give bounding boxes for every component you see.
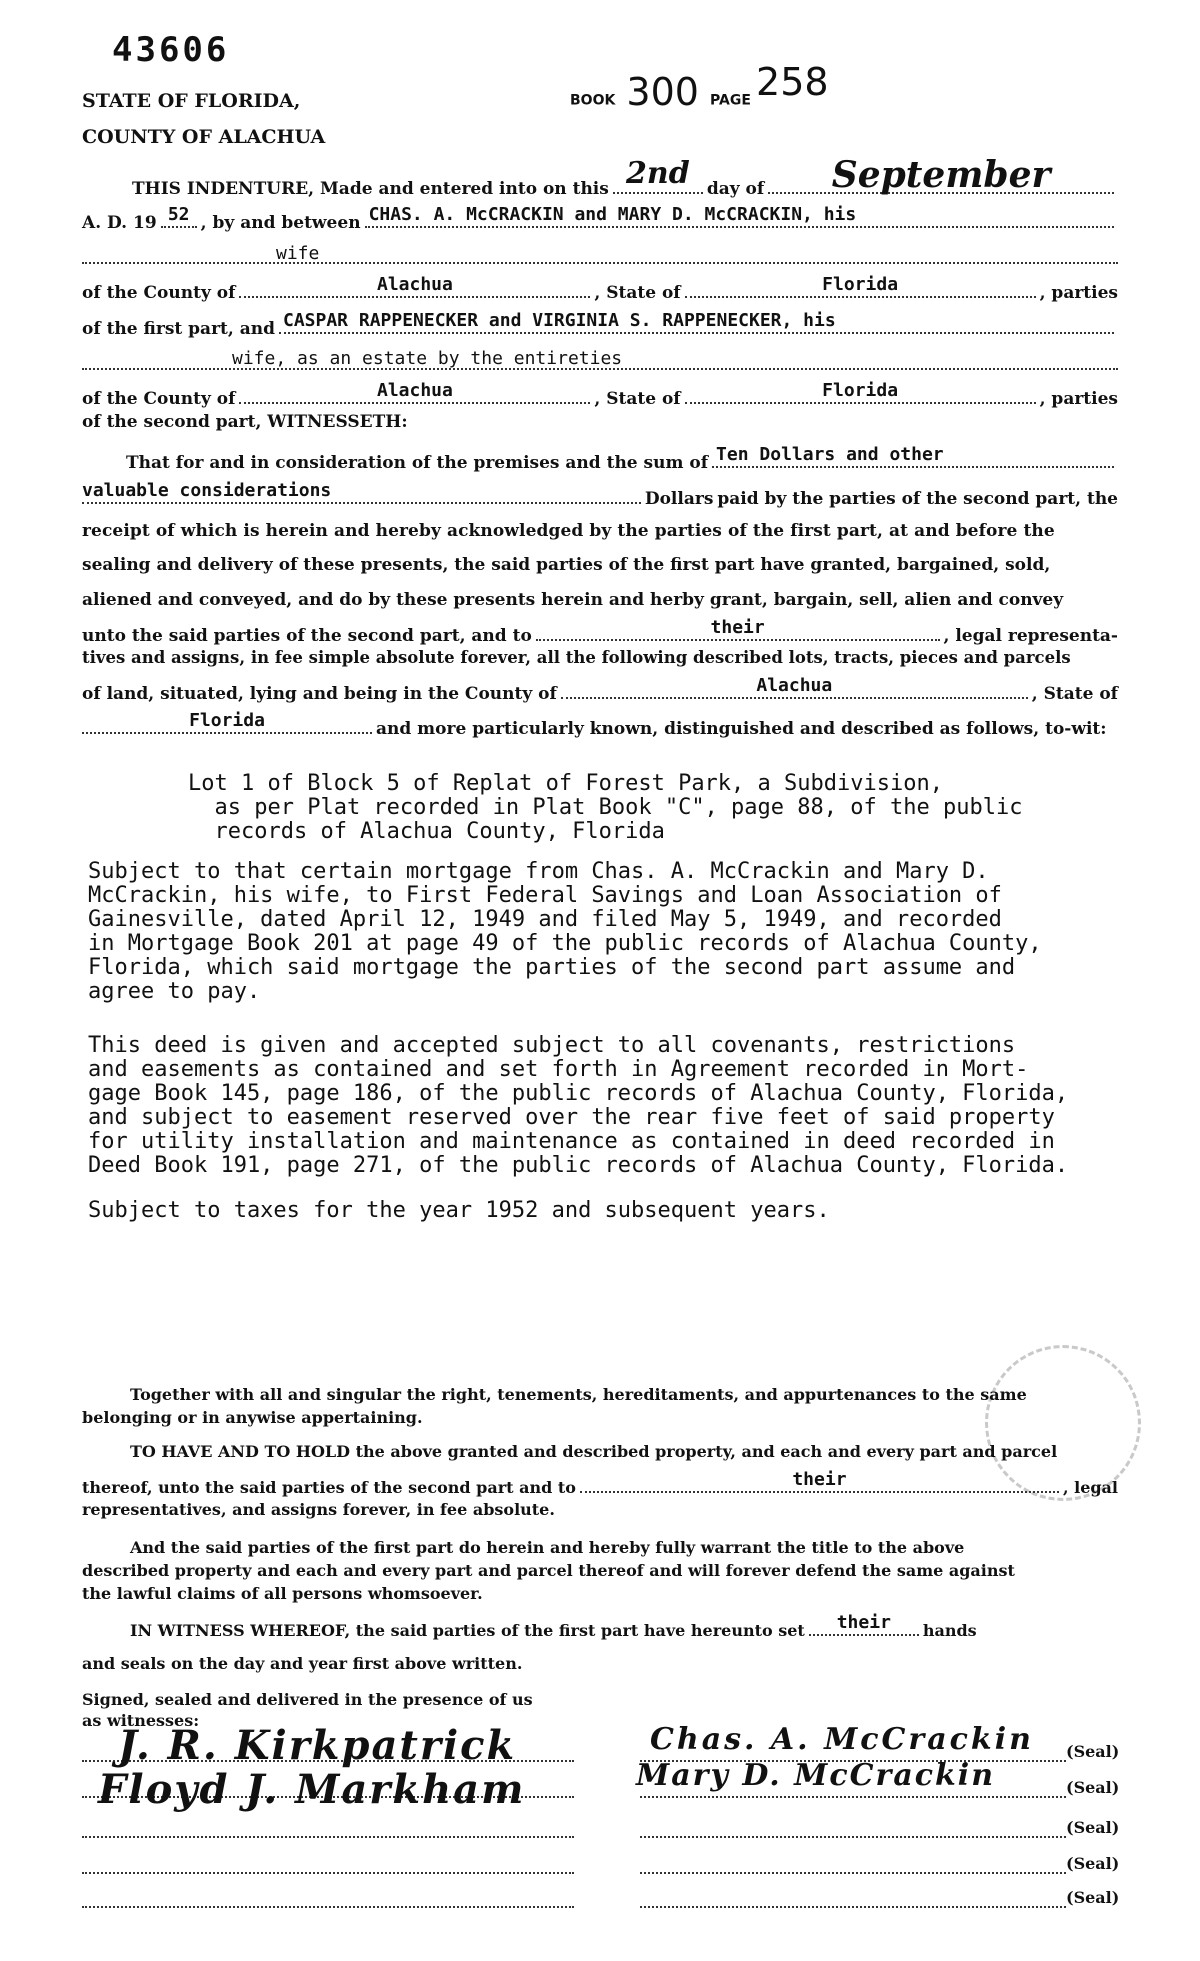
consideration-line-4: sealing and delivery of these presents, the said parties of the first part have granted, bargained, sold,: [82, 555, 1051, 575]
habendum-p1-l2: belonging or in anywise appertaining.: [82, 1408, 423, 1427]
parties-label-1: , parties: [1039, 283, 1118, 303]
habendum-p5-l2: as witnesses:: [82, 1711, 200, 1730]
county-label-1: of the County of: [82, 283, 236, 303]
grantor-signature-2: Mary D. McCrackin: [636, 1758, 996, 1793]
county-value-2: Alachua: [376, 380, 453, 401]
consideration-line-7: tives and assigns, in fee simple absolute forever, all the following described lots, tracts, pieces and parcels: [82, 648, 1071, 667]
parties-label-2: , parties: [1039, 389, 1118, 409]
their-value-3: their: [836, 1612, 891, 1633]
document-number: 43606: [112, 30, 230, 70]
taxes-paragraph: Subject to taxes for the year 1952 and subsequent years.: [88, 1198, 830, 1223]
habendum-p2-l1: TO HAVE AND TO HOLD the above granted and described property, and each and every part and parcel: [130, 1442, 1058, 1461]
ad-label: A. D. 19: [82, 213, 157, 233]
seal-label-5: (Seal): [1066, 1888, 1120, 1907]
grantor-county-line: [82, 274, 1118, 303]
day-of-label: day of: [706, 179, 765, 199]
covenants-paragraph: This deed is given and accepted subject to all covenants, restrictions and easements as contained and set forth in Agreement recorded in Mort- gage Book 145, page 186, of the public records of Alachua County, Florida, and subject to easement reserved over the rear five feet of said property for utility installation and maintenance as contained in deed recorded in Deed Book 191, page 271, of the public records of Alachua County, Florida.: [88, 1033, 1069, 1178]
habendum-p2-l3: representatives, and assigns forever, in fee absolute.: [82, 1500, 555, 1519]
page-number: 258: [756, 60, 829, 104]
witnesseth-line: of the second part, WITNESSETH:: [82, 412, 408, 432]
consideration-sum-cont: valuable considerations: [82, 480, 332, 501]
book-label: BOOK: [570, 92, 616, 109]
seal-label-4: (Seal): [1066, 1854, 1120, 1873]
state-value-3: Florida: [189, 710, 265, 731]
grantor-signature-1: Chas. A. McCrackin: [650, 1722, 1034, 1757]
legal-representatives-label: , legal representa-: [943, 626, 1118, 646]
consideration-intro: That for and in consideration of the premises and the sum of: [126, 453, 709, 473]
habendum-p3-l3: the lawful claims of all persons whomsoever.: [82, 1584, 483, 1603]
year-value: 52: [167, 204, 190, 225]
county-label-2: of the County of: [82, 389, 236, 409]
consideration-line-6: [82, 617, 1118, 646]
consideration-line-1: [82, 444, 1118, 473]
state-label-1: , State of: [594, 283, 681, 303]
consideration-line-8-text: of land, situated, lying and being in the County of: [82, 684, 557, 704]
legal-label: , legal: [1062, 1478, 1118, 1497]
witness-signature-1: J. R. Kirkpatrick: [118, 1722, 517, 1769]
state-label-3: , State of: [1031, 684, 1118, 704]
their-value-1: their: [710, 617, 765, 638]
grantors-value: CHAS. A. McCRACKIN and MARY D. McCRACKIN, his: [368, 204, 857, 225]
indenture-line-1: [82, 154, 1118, 199]
state-value-2: Florida: [822, 380, 899, 401]
seal-label-3: (Seal): [1066, 1818, 1120, 1837]
book-number: 300: [626, 70, 699, 114]
consideration-line-5: aliened and conveyed, and do by these presents herein and herby grant, bargain, sell, alien and convey: [82, 590, 1064, 610]
page-label: PAGE: [710, 92, 751, 109]
day-value: 2nd: [626, 156, 690, 191]
consideration-line-3: receipt of which is herein and hereby acknowledged by the parties of the first part, at and before the: [82, 521, 1055, 541]
state-heading: STATE OF FLORIDA,: [82, 90, 301, 112]
mortgage-paragraph: Subject to that certain mortgage from Chas. A. McCrackin and Mary D. McCrackin, his wife, to First Federal Savings and Loan Association of Gainesville, dated April 12, 1949 and filed May 5, 1949, and recorded in Mortgage Book 201 at page 49 of the public records of Alachua County, Florida, which said mortgage the parties of the second part assume and agree to pay.: [88, 859, 1042, 1004]
grantees-value: CASPAR RAPPENECKER and VIRGINIA S. RAPPENECKER, his: [283, 310, 836, 331]
consideration-sum: Ten Dollars and other: [716, 444, 944, 465]
consideration-line-8: [82, 675, 1118, 704]
lot-description: Lot 1 of Block 5 of Replat of Forest Park, a Subdivision, as per Plat recorded in Plat Book "C", page 88, of the public records of Alachua County, Florida: [188, 771, 1023, 844]
first-part-label: of the first part, and: [82, 319, 275, 339]
state-value-1: Florida: [822, 274, 899, 295]
hands-label: hands: [922, 1621, 977, 1640]
county-value-3: Alachua: [756, 675, 833, 696]
grantee-county-line: [82, 380, 1118, 409]
witness-whereof-text: IN WITNESS WHEREOF, the said parties of the first part have hereunto set: [130, 1621, 805, 1640]
witness-signature-2: Floyd J. Markham: [98, 1766, 526, 1813]
grantees-continued: wife, as an estate by the entireties: [232, 348, 623, 369]
month-value: September: [831, 154, 1051, 196]
habendum-p5-l1: Signed, sealed and delivered in the presence of us: [82, 1690, 533, 1709]
indenture-line-2: [82, 204, 1118, 233]
consideration-line-2-text: paid by the parties of the second part, the: [717, 489, 1118, 509]
seal-label-1: (Seal): [1066, 1742, 1120, 1761]
state-label-2: , State of: [594, 389, 681, 409]
habendum-p3-l1: And the said parties of the first part do herein and hereby fully warrant the title to the above: [130, 1538, 965, 1557]
consideration-line-9: [82, 710, 1118, 739]
their-value-2: their: [792, 1469, 847, 1490]
habendum-p2-l2: [82, 1469, 1118, 1497]
habendum-p3-l2: described property and each and every part and parcel thereof and will forever defend the same against: [82, 1561, 1015, 1580]
seal-label-2: (Seal): [1066, 1778, 1120, 1797]
between-label: , by and between: [200, 213, 361, 233]
book-stamp: [570, 60, 829, 114]
consideration-line-9-text: and more particularly known, distinguished and described as follows, to-wit:: [376, 719, 1107, 739]
consideration-line-2: [82, 480, 1118, 509]
county-value-1: Alachua: [376, 274, 453, 295]
grantors-continued: wife: [276, 243, 320, 264]
habendum-p1-l1: Together with all and singular the right, tenements, hereditaments, and appurtenances to the same: [130, 1385, 1027, 1404]
grantees-line: [82, 310, 1118, 339]
witness-whereof-line: [82, 1612, 1118, 1640]
county-heading: COUNTY OF ALACHUA: [82, 126, 326, 148]
indenture-intro: THIS INDENTURE, Made and entered into on this: [132, 179, 609, 199]
habendum-p2-l2-text: thereof, unto the said parties of the second part and to: [82, 1478, 576, 1497]
consideration-line-6-text: unto the said parties of the second part, and to: [82, 626, 532, 646]
dollars-label: Dollars: [644, 489, 714, 509]
habendum-p4-l2: and seals on the day and year first above written.: [82, 1654, 523, 1673]
